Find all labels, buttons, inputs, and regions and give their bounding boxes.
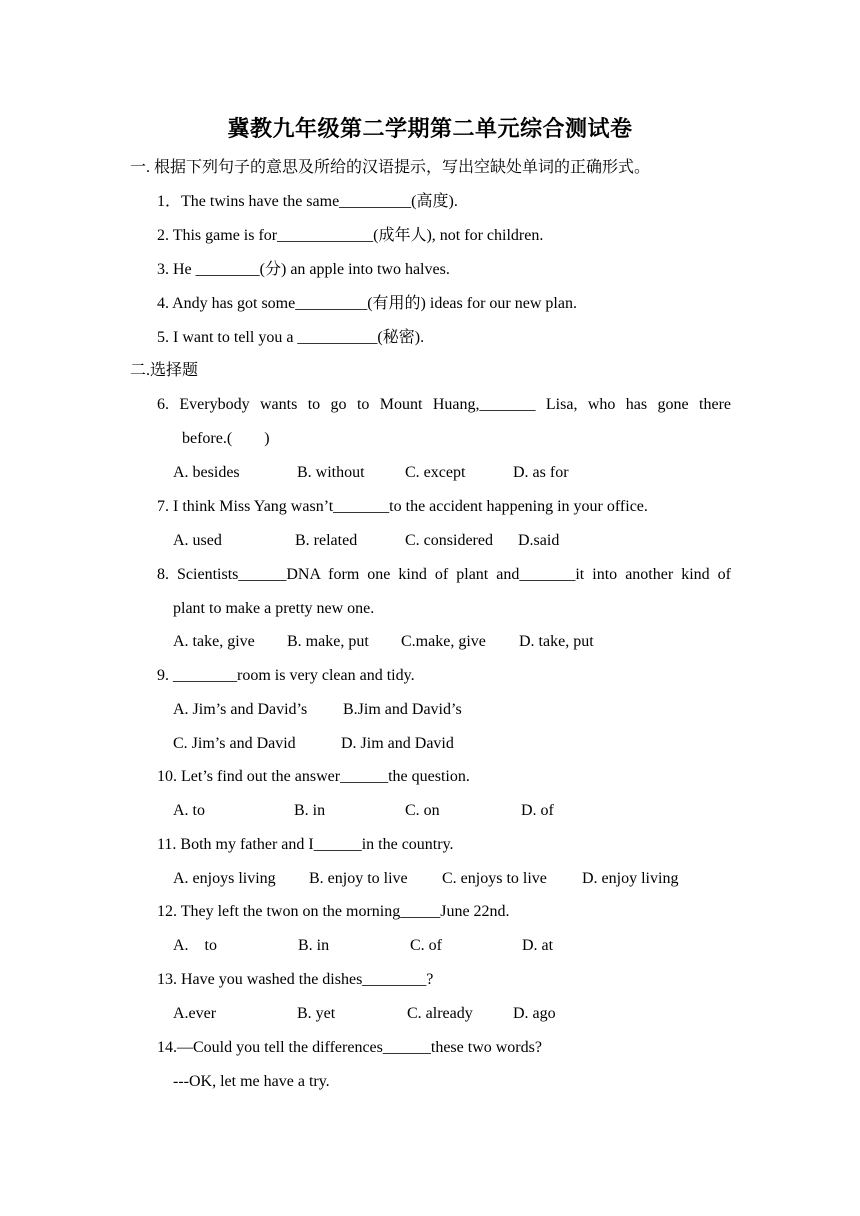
fill-item-1: 1．The twins have the same_________(高度). (157, 193, 458, 210)
option-b: B. in (294, 802, 326, 819)
option-b: B. yet (297, 1005, 336, 1022)
question-6-stem: 6. Everybody wants to go to Mount Huang,_______ Lisa, who has gone there (157, 396, 731, 413)
option-c: C. Jim’s and David (173, 735, 296, 752)
option-d: D.said (518, 532, 560, 549)
question-8-stem: 8. Scientists______DNA form one kind of plant and_______it into another kind of (157, 566, 731, 583)
option-b: B.Jim and David’s (343, 701, 462, 718)
option-c: C.make, give (401, 633, 486, 650)
question-12-stem: 12. They left the twon on the morning_____June 22nd. (157, 903, 510, 920)
option-d: D. Jim and David (341, 735, 454, 752)
option-c: C. already (407, 1005, 473, 1022)
question-9-stem: 9. ________room is very clean and tidy. (157, 667, 415, 684)
option-d: D. enjoy living (582, 870, 679, 887)
option-a: A. used (173, 532, 222, 549)
option-b: B. enjoy to live (309, 870, 408, 887)
fill-item-4: 4. Andy has got some_________(有用的) ideas for our new plan. (157, 295, 577, 312)
question-10-stem: 10. Let’s find out the answer______the question. (157, 768, 470, 785)
option-b: B. make, put (287, 633, 369, 650)
option-d: D. as for (513, 464, 569, 481)
option-d: D. ago (513, 1005, 556, 1022)
option-a: A. to (173, 937, 218, 954)
fill-item-3: 3. He ________(分) an apple into two halves. (157, 261, 450, 278)
option-b: B. in (298, 937, 330, 954)
option-a: A.ever (173, 1005, 217, 1022)
page-title: 冀教九年级第二学期第二单元综合测试卷 (227, 117, 633, 142)
option-d: D. of (521, 802, 554, 819)
question-7-stem: 7. I think Miss Yang wasn’t_______to the accident happening in your office. (157, 498, 648, 515)
question-6-stem-cont: before.( ) (182, 430, 270, 447)
option-c: C. on (405, 802, 440, 819)
option-c: C. enjoys to live (442, 870, 547, 887)
option-b: B. related (295, 532, 358, 549)
fill-item-5: 5. I want to tell you a __________(秘密). (157, 329, 425, 346)
fill-item-2: 2. This game is for____________(成年人), not for children. (157, 227, 544, 244)
option-c: C. except (405, 464, 466, 481)
option-a: A. take, give (173, 633, 255, 650)
section-2-heading: 二.选择题 (130, 362, 199, 379)
option-a: A. besides (173, 464, 240, 481)
option-a: A. enjoys living (173, 870, 276, 887)
option-c: C. of (410, 937, 442, 954)
question-11-stem: 11. Both my father and I______in the country. (157, 836, 454, 853)
question-14-stem: 14.—Could you tell the differences______these two words? (157, 1039, 542, 1056)
option-b: B. without (297, 464, 365, 481)
question-14-stem-cont: ---OK, let me have a try. (173, 1073, 330, 1090)
section-1-heading: 一. 根据下列句子的意思及所给的汉语提示，写出空缺处单词的正确形式。 (130, 159, 651, 176)
option-a: A. to (173, 802, 205, 819)
option-d: D. at (522, 937, 554, 954)
option-d: D. take, put (519, 633, 594, 650)
question-13-stem: 13. Have you washed the dishes________? (157, 971, 434, 988)
question-8-stem-cont: plant to make a pretty new one. (173, 600, 375, 617)
option-c: C. considered (405, 532, 493, 549)
option-a: A. Jim’s and David’s (173, 701, 308, 718)
